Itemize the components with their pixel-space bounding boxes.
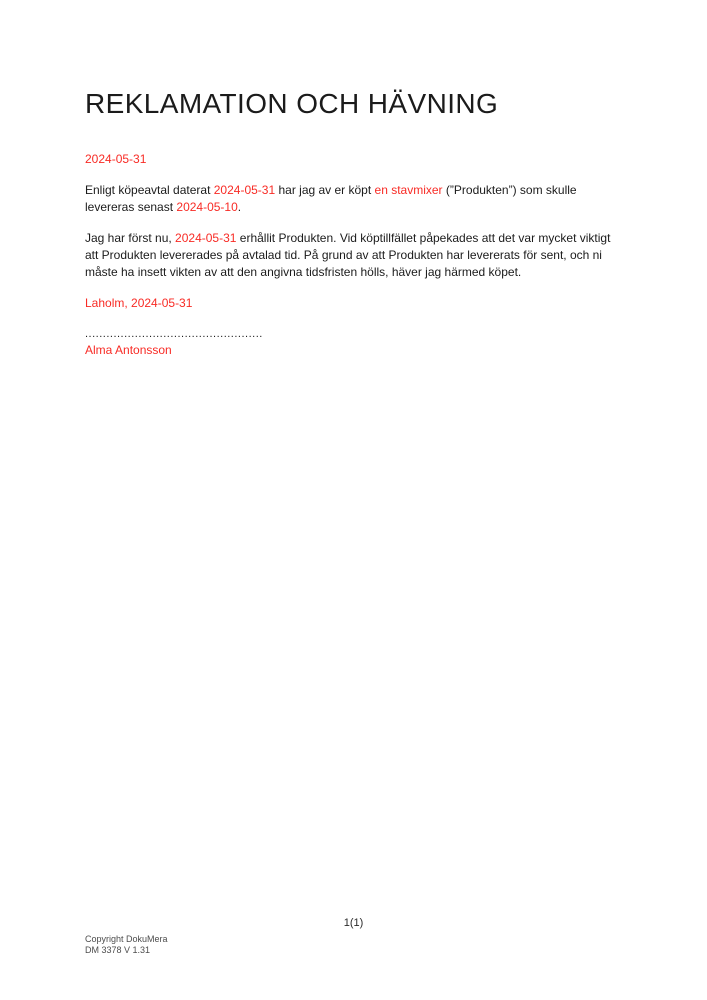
p1-text-3: (”Produkten”) som skulle levereras senast bbox=[85, 183, 577, 215]
place-and-date: Laholm, 2024-05-31 bbox=[85, 296, 193, 311]
p2-text-2: erhållit Produkten. Vid köptillfället påpekades att det var mycket viktigt att Produkten levererades på avtalad tid. På grund av att Produkten har levererats för sent, och ni måste ha insett vikten av att den angivna tidsfristen hölls, häver jag härmed köpet. bbox=[85, 231, 611, 280]
p1-text-2: har jag av er köpt bbox=[275, 183, 375, 198]
page-number: 1(1) bbox=[343, 917, 364, 929]
signatory-name: Alma Antonsson bbox=[85, 343, 172, 358]
paragraph-purchase-agreement bbox=[85, 182, 625, 216]
p1-agreement-date: 2024-05-31 bbox=[213, 183, 276, 198]
signature-dotted-line: .................................................. bbox=[85, 328, 263, 341]
document-id: DM 3378 V 1.31 bbox=[85, 945, 151, 955]
letter-date: 2024-05-31 bbox=[85, 152, 147, 167]
p1-text-1: Enligt köpeavtal daterat bbox=[85, 183, 214, 198]
document-title: REKLAMATION OCH HÄVNING bbox=[85, 88, 499, 119]
p1-text-4: . bbox=[237, 200, 242, 215]
copyright-text: Copyright DokuMera bbox=[85, 934, 168, 944]
paragraph-complaint bbox=[85, 230, 625, 281]
letter-content bbox=[85, 88, 625, 359]
p1-product-name: en stavmixer bbox=[374, 183, 443, 198]
p2-receipt-date: 2024-05-31 bbox=[175, 231, 237, 246]
p1-delivery-date: 2024-05-10 bbox=[176, 200, 238, 215]
p2-text-1: Jag har först nu, bbox=[85, 231, 176, 246]
footer-copyright-block bbox=[85, 934, 168, 956]
